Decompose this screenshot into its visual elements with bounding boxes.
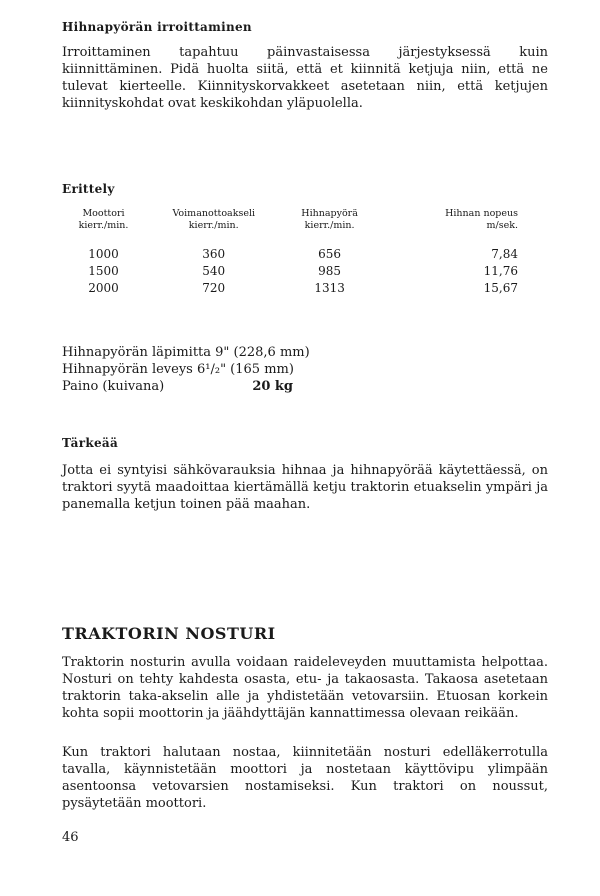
header-line: Moottori — [82, 208, 125, 219]
heading-belt-pulley-removal: Hihnapyörän irroittaminen — [62, 20, 252, 34]
dimension-width — [62, 361, 310, 378]
table-cell: 1500 — [88, 264, 119, 278]
column-header-pto — [145, 208, 282, 246]
table-cell: 360 — [202, 247, 226, 261]
page-number: 46 — [62, 830, 79, 845]
table-cell: 540 — [202, 264, 226, 278]
table-cell: 15,67 — [483, 281, 518, 295]
dimensions-list — [62, 344, 310, 395]
table-row — [62, 280, 548, 297]
header-line: Voimanottoakseli — [172, 208, 256, 219]
heading-tractor-jack: TRAKTORIN NOSTURI — [62, 624, 276, 643]
table-cell: 656 — [318, 247, 342, 261]
table-row — [62, 263, 548, 280]
header-unit: kierr./min. — [304, 220, 355, 231]
specification-table — [62, 208, 548, 297]
header-line: Hihnan nopeus — [445, 208, 518, 219]
column-header-engine — [62, 208, 145, 246]
heading-specification: Erittely — [62, 182, 115, 196]
dimension-weight — [62, 378, 310, 395]
table-cell: 720 — [202, 281, 226, 295]
paragraph-jack-description: Traktorin nosturin avulla voidaan raideleveyden muuttamista helpottaa. Nosturi on tehty kahdesta osasta, etu- ja takaosasta. Takaosa asetetaan traktorin taka-akselin alle ja yhdistetään vetovarsiin. Etuosan korkein kohta sopii moottorin ja jäähdyttäjän kannattimessa olevaan reikään. — [62, 655, 548, 721]
header-unit: m/sek. — [486, 220, 518, 231]
dimension-value: 20 kg — [252, 379, 294, 394]
header-unit: kierr./min. — [78, 220, 129, 231]
heading-important: Tärkeää — [62, 436, 119, 450]
table-row — [62, 246, 548, 263]
column-header-belt-speed — [377, 208, 548, 246]
header-line: Hihnapyörä — [301, 208, 358, 219]
table-header-row — [62, 208, 548, 246]
table-cell: 11,76 — [483, 264, 518, 278]
dimension-label: Paino (kuivana) — [62, 379, 165, 394]
paragraph-removal-instructions: Irroittaminen tapahtuu päinvastaisessa järjestyksessä kuin kiinnittäminen. Pidä huolta siitä, että et kiinnitä ketjuja niin, että ne tulevat kierteelle. Kiinnityskorvakkeet asetetaan niin, että ketjujen kiinnityskohdat ovat keskikohdan yläpuolella. — [62, 45, 548, 111]
column-header-pulley — [282, 208, 376, 246]
header-unit: kierr./min. — [188, 220, 239, 231]
table-cell: 985 — [318, 264, 342, 278]
table-cell: 1313 — [314, 281, 345, 295]
paragraph-grounding-warning: Jotta ei syntyisi sähkövarauksia hihnaa ja hihnapyörää käytettäessä, on traktori syytä maadoittaa kiertämällä ketju traktorin etuakselin ympäri ja panemalla ketjun toinen pää maahan. — [62, 463, 548, 512]
table-cell: 1000 — [88, 247, 119, 261]
dimension-label: Hihnapyörän läpimitta 9" (228,6 mm) — [62, 345, 310, 360]
paragraph-jack-usage: Kun traktori halutaan nostaa, kiinnitetään nosturi edelläkerrotulla tavalla, käynnistetään moottori ja nostetaan käyttövipu ylimpään asentoonsa vetovarsien nostamiseksi. Kun traktori on noussut, pysäytetään moottori. — [62, 745, 548, 811]
dimension-diameter — [62, 344, 310, 361]
table-cell: 7,84 — [491, 247, 518, 261]
table-cell: 2000 — [88, 281, 119, 295]
dimension-label: Hihnapyörän leveys 6¹/₂" (165 mm) — [62, 362, 294, 377]
